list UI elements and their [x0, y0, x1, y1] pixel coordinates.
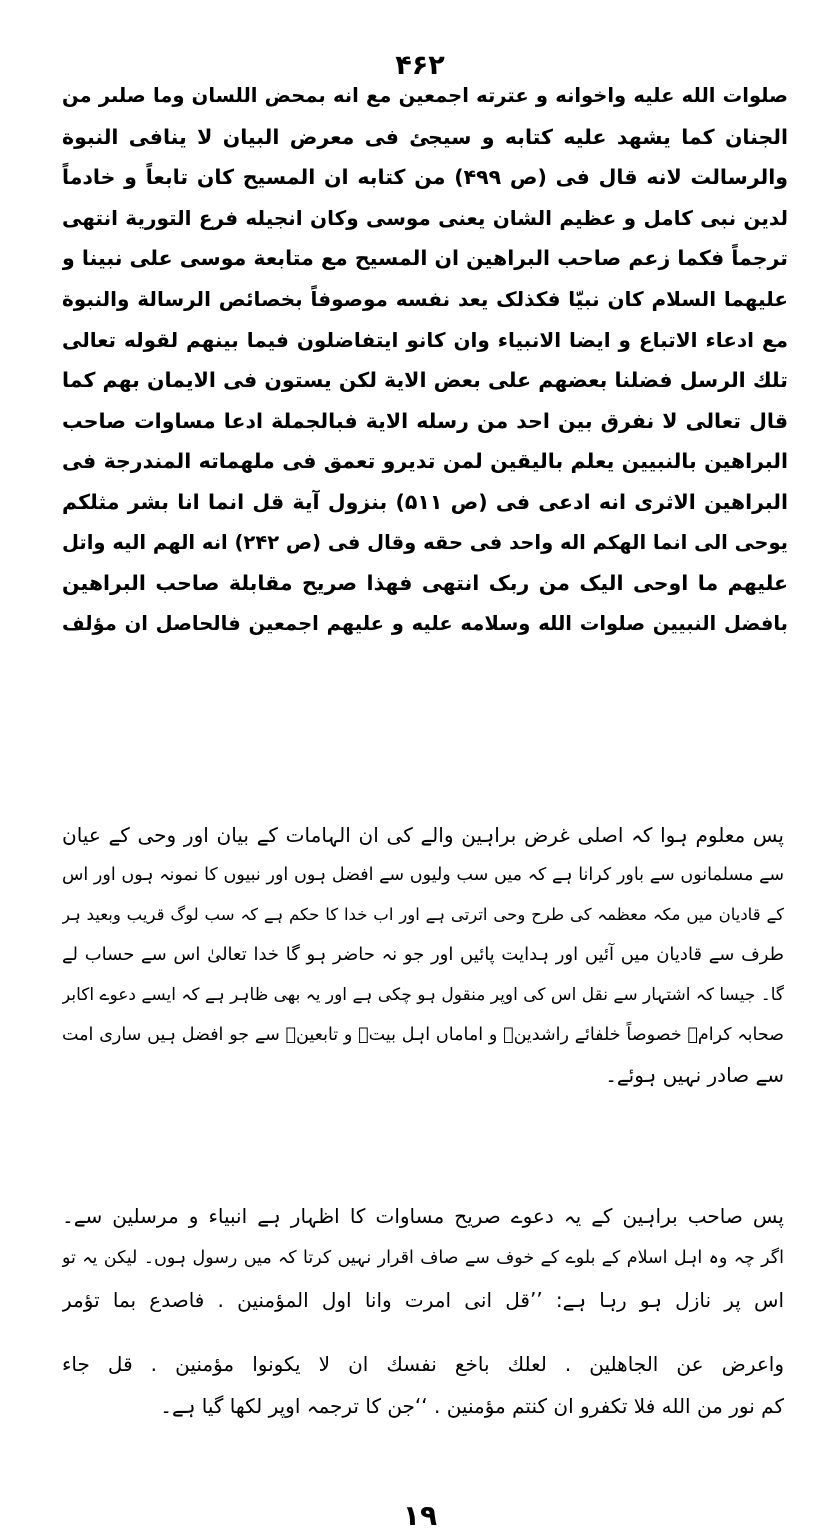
arabic-line: البراهين بالنبيين يعلم باليقين لمن تديرو تعمق فى ملهماته المندرجة فى: [62, 449, 788, 474]
arabic-line: قال تعالى لا نفرق بين احد من رسله الاية فبالجملة ادعا مساوات صاحب: [62, 408, 788, 433]
urdu-line: سے مسلمانوں سے باور کرانا ہے کہ میں سب ولیوں سے افضل ہوں اور نبیوں کا نمونہ ہوں اور اس: [62, 865, 784, 885]
arabic-line: بافضل النبيين صلوات الله وسلامه عليه و عليهم اجمعين فالحاصل ان مؤلف: [62, 611, 788, 635]
arabic-line: والرسالت لانه قال فى (ص ۴۹۹) من كتابه ان المسيح كان تابعاً و خادماً: [62, 165, 788, 190]
arabic-line: عليهم ما اوحى اليک من ربک انتهى فهذا صريح مقابلة صاحب البراهين: [62, 571, 788, 596]
urdu-line: کے قادیان میں مکہ معظمہ کی طرح وحی اترتی ہے اور اب خدا کا حکم ہے کہ سب لوگ قریب وبعید ہر: [62, 905, 784, 924]
urdu-paragraph-2: [62, 1195, 784, 1427]
urdu-line: اگر چہ وہ اہل اسلام کے بلوے کے خوف سے صاف اقرار نہیں کرتا کہ میں رسول ہوں۔ لیکن یہ تو: [62, 1248, 784, 1268]
urdu-line: سے صادر نہیں ہوئے۔: [605, 1063, 784, 1087]
arabic-line: تلك الرسل فضلنا بعضهم على بعض الاية لكن يستون فى الايمان بهم كما: [62, 368, 788, 393]
arabic-line: مع ادعاء الاتباع و ايضا الانبياء وان كانو ايتفاضلون فيما بينهم لقوله تعالى: [62, 327, 788, 352]
arabic-line: ترجماً فكما زعم صاحب البراهين ان المسيح مع متابعة موسى على نبينا و: [62, 246, 788, 271]
arabic-line: الجنان كما يشهد عليه كتابه و سيجئ فى معرض البيان لا ينافى النبوة: [62, 124, 788, 149]
arabic-line: البراهين الاثرى انه ادعى فى (ص ۵۱۱) بنزول آية قل انما انا بشر مثلكم: [62, 489, 788, 514]
quoted-verse-line: واعرض عن الجاهلين . لعلك باخع نفسك ان لا يكونوا مؤمنين . قل جاء: [62, 1352, 784, 1376]
urdu-line: صحابہ کرامؓ خصوصاً خلفائے راشدینؓ و اماماں اہل بیتؓ و تابعینؒ سے جو افضل ہیں ساری امت: [62, 1025, 784, 1045]
arabic-paragraph: [62, 76, 788, 644]
urdu-line: پس صاحب براہین کے یہ دعوے صریح مساوات کا اظہار ہے انبیاء و مرسلین سے۔: [62, 1204, 784, 1228]
arabic-line: لدين نبى كامل و عظيم الشان يعنى موسى وكان انجيله فرع التورية انتهى: [62, 205, 788, 230]
arabic-line: يوحى الى انما الهكم اله واحد فى حقه وقال فى (ص ۲۴۲) انه الهم اليه واتل: [62, 530, 788, 554]
urdu-line: پس معلوم ہوا کہ اصلی غرض براہین والے کی ان الہامات کے بیان اور وحی کے عیان: [62, 823, 784, 847]
urdu-line: گا۔ جیسا کہ اشتہار سے نقل اس کی اوپر منقول ہو چکی ہے اور یہ بھی ظاہر ہے کہ ایسے دعوے اکابر: [62, 985, 784, 1005]
arabic-line: صلوات الله عليه واخوانه و عترته اجمعين مع انه بمحض اللسان وما صلىر من: [62, 84, 788, 107]
arabic-line: عليهما السلام كان نبيّا فكذلک يعد نفسه موصوفاً بخصائص الرسالة والنبوة: [62, 286, 788, 311]
quoted-verse-line: کم نور من الله فلا تكفرو ان كنتم مؤمنين . ‘‘جن کا ترجمہ اوپر لکھا گیا ہے۔: [160, 1394, 784, 1418]
urdu-line: اس پر نازل ہو رہا ہے: ’’قل انی امرت وانا اول المؤمنین . فاصدع بما تؤمر: [62, 1288, 784, 1312]
page-number: ۴۶۲: [395, 50, 445, 81]
footer-page-number: ۱۹: [402, 1499, 438, 1532]
urdu-line: طرف سے قادیان میں آئیں اور ہدایت پائیں اور جو نہ حاضر ہو گا خدا تعالیٰ اس سے حساب لے: [62, 944, 784, 965]
urdu-paragraph-1: [62, 815, 784, 1095]
